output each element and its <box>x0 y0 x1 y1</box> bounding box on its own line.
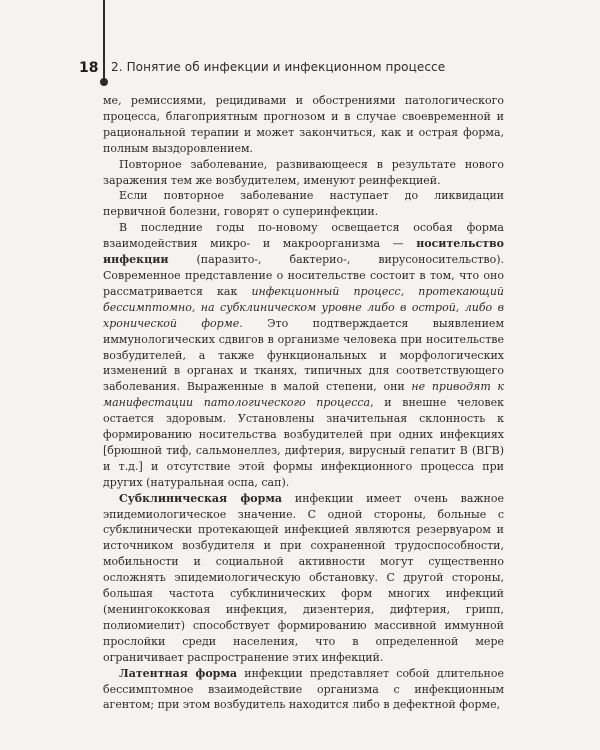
paragraph-2: Повторное заболевание, развивающееся в результате нового заражения тем же возбудителем, именуют реинфекцией. <box>103 157 504 187</box>
paragraph-3: Если повторное заболевание наступает до ликвидации первичной болезни, говорят о суперинфекции. <box>103 189 504 219</box>
p4-text-c: (паразито-, бактерио-, вирусоносительство). Современное представление о носительстве состоит в том, что оно рассматривается как <box>103 253 505 298</box>
p4-text-a: В последние годы по-новому освещается особая форма взаимодействия микро- и макроорганизма — <box>103 221 504 251</box>
subclinical-term: Субклиническая форма <box>119 491 282 505</box>
paragraph-1: ме, ремиссиями, рецидивами и обострениями патологического процесса, благоприятным прогнозом и в случае своевременной и рациональной терапии и может закончиться, как и острая форма, полным выздоровлением. <box>103 94 504 155</box>
body-text <box>103 93 504 713</box>
paragraph-6 <box>103 666 504 714</box>
page-number: 18 <box>79 60 99 76</box>
p6-text-b: инфекции представляет собой длительное бессимптомное взаимодействие организма с инфекционным агентом; при этом возбудитель находится либо в дефектной форме, <box>103 666 504 712</box>
latent-term: Латентная форма <box>119 666 238 680</box>
header-vertical-rule <box>103 0 105 80</box>
p4-italic-definition: инфекционный процесс, протекающий бессимптомно, на субклиническом уровне либо в острой, либо в хронической форме <box>103 284 504 330</box>
header-rule-dot <box>100 78 108 86</box>
p5-text-b: инфекции имеет очень важное эпидемиологическое значение. С одной стороны, больные с субклинически протекающей инфекцией являются резервуаром и источником возбудителя и при сохраненной трудоспособности, мобильности и социальной активности могут существенно осложнять эпидемиологическую обстановку. С другой стороны, большая частота субклинических форм многих инфекций (менингококковая инфекция, дизентерия, дифтерия, грипп, полиомиелит) способствует формированию массивной иммунной прослойки среди населения, что в определенной мере ограничивает распространение этих инфекций. <box>103 491 504 664</box>
running-title: 2. Понятие об инфекции и инфекционном процессе <box>111 60 446 74</box>
p4-text-g: , и внешне человек остается здоровым. Установлены значительная склонность к формированию носительства возбудителей при одних инфекциях [брюшной тиф, сальмонеллез, дифтерия, вирусный гепатит В (ВГВ) и т.д.] и отсутствие этой формы инфекционного процесса при других (натуральная оспа, сап). <box>103 396 505 489</box>
paragraph-4 <box>103 220 504 490</box>
paragraph-5 <box>103 491 504 666</box>
p4-italic-no-manifestation: не приводят к манифестации патологического процесса <box>103 380 504 410</box>
p4-text-e: . Это подтверждается выявлением иммунологических сдвигов в организме человека при носительстве возбудителей, а также функциональных и морфологических изменений в органах и тканях, типичных для соответствующего заболевания. Выраженные в малой степени, они <box>103 316 504 394</box>
carriage-term: носительство инфекции <box>103 237 504 267</box>
